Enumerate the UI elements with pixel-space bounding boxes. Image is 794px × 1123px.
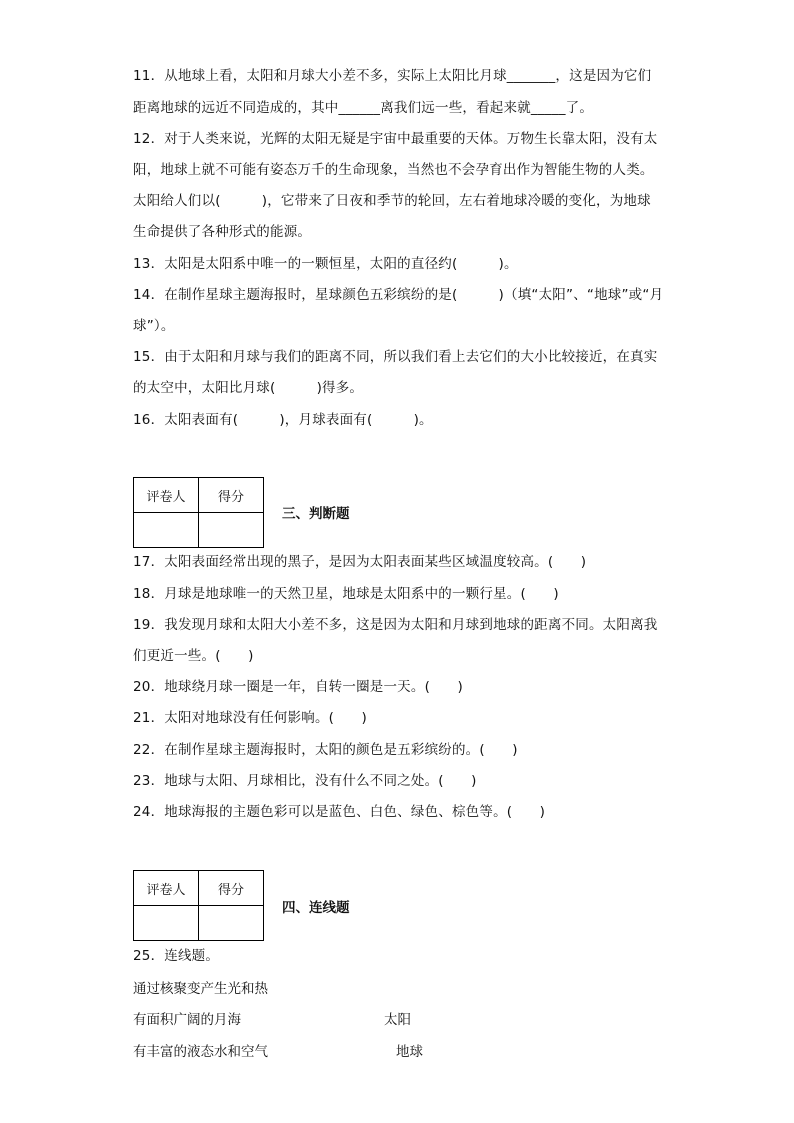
section3-title: 三、判断题 [282, 506, 350, 522]
score-table-section4 [133, 870, 264, 941]
q12-line2: 阳，地球上就不可能有姿态万千的生命现象，当然也不会孕育出作为智能生物的人类。 [133, 162, 654, 178]
q13: 13．太阳是太阳系中唯一的一颗恒星，太阳的直径约( )。 [133, 256, 518, 272]
q24: 24．地球海报的主题色彩可以是蓝色、白色、绿色、棕色等。( ) [133, 804, 546, 820]
match-left-2: 有面积广阔的月海 [133, 1012, 241, 1028]
q21: 21．太阳对地球没有任何影响。( ) [133, 710, 368, 726]
score-header: 得分 [199, 478, 264, 513]
reviewer-cell [134, 513, 199, 548]
q12-line3: 太阳给人们以( )，它带来了日夜和季节的轮回，左右着地球冷暖的变化，为地球 [133, 193, 651, 209]
q17: 17．太阳表面经常出现的黑子，是因为太阳表面某些区域温度较高。( ) [133, 554, 587, 570]
match-right-sun: 太阳 [384, 1012, 411, 1028]
q12-line1: 12．对于人类来说，光辉的太阳无疑是宇宙中最重要的天体。万物生长靠太阳，没有太 [133, 131, 658, 147]
score-table-section3 [133, 477, 264, 548]
q19-line1: 19．我发现月球和太阳大小差不多，这是因为太阳和月球到地球的距离不同。太阳离我 [133, 617, 658, 633]
match-left-3: 有丰富的液态水和空气 [133, 1044, 268, 1060]
q23: 23．地球与太阳、月球相比，没有什么不同之处。( ) [133, 773, 477, 789]
q12-line4: 生命提供了各种形式的能源。 [133, 224, 312, 240]
q25: 25．连线题。 [133, 948, 220, 964]
q22: 22．在制作星球主题海报时，太阳的颜色是五彩缤纷的。( ) [133, 742, 518, 758]
match-right-earth: 地球 [396, 1044, 423, 1060]
match-left-1: 通过核聚变产生光和热 [133, 981, 268, 997]
q18: 18．月球是地球唯一的天然卫星，地球是太阳系中的一颗行星。( ) [133, 586, 559, 602]
reviewer-header: 评卷人 [134, 871, 199, 906]
q14-line1: 14．在制作星球主题海报时，星球颜色五彩缤纷的是( )（填“太阳”、“地球”或“月 [133, 287, 664, 303]
q14-line2: 球”）。 [133, 318, 175, 334]
q11-line1: 11．从地球上看，太阳和月球大小差不多，实际上太阳比月球_______，这是因为它们 [133, 68, 652, 84]
score-cell [199, 906, 264, 941]
q19-line2: 们更近一些。( ) [133, 648, 254, 664]
reviewer-cell [134, 906, 199, 941]
q16: 16．太阳表面有( )，月球表面有( )。 [133, 412, 433, 428]
q15-line1: 15．由于太阳和月球与我们的距离不同，所以我们看上去它们的大小比较接近，在真实 [133, 349, 658, 365]
reviewer-header: 评卷人 [134, 478, 199, 513]
score-cell [199, 513, 264, 548]
q20: 20．地球绕月球一圈是一年，自转一圈是一天。( ) [133, 679, 463, 695]
q11-line2: 距离地球的远近不同造成的，其中______离我们远一些，看起来就_____了。 [133, 100, 594, 116]
section4-title: 四、连线题 [282, 900, 350, 916]
q15-line2: 的太空中，太阳比月球( )得多。 [133, 380, 364, 396]
score-header: 得分 [199, 871, 264, 906]
